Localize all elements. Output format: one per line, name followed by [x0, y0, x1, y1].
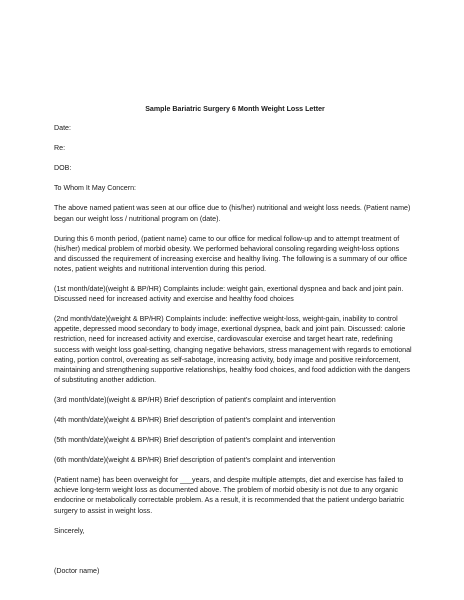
intro-paragraph	[54, 203, 416, 223]
paragraph-line: of substituting another addiction.	[54, 375, 157, 384]
summary-paragraph	[54, 234, 416, 274]
re-field: Re:	[54, 144, 66, 153]
closing: Sincerely,	[54, 526, 85, 535]
month-6-line: (6th month/date)(weight & BP/HR) Brief description of patient's complaint and intervention	[54, 456, 336, 465]
paragraph-line: Discussed need for increased activity and exercise and healthy food choices	[54, 295, 294, 304]
paragraph-line: success with weight loss goal-setting, changing negative behaviors, stress management with regards to emotional	[54, 345, 412, 354]
month-1-paragraph	[54, 284, 416, 304]
paragraph-line: maintaining and strengthening supportive relationships, healthy food choices, and food addiction with the dangers	[54, 365, 411, 374]
paragraph-line: (2nd month/date)(weight & BP/HR) Complaints include: ineffective weight-loss, weight-gain, inability to control	[54, 315, 398, 324]
paragraph-line: endocrine or metabolically correctable problem. As a result, it is recommended that the patient undergo bariatric	[54, 496, 405, 505]
paragraph-line: (1st month/date)(weight & BP/HR) Complaints include: weight gain, exertional dyspnea and back and joint pain.	[54, 285, 404, 294]
paragraph-line: During this 6 month period, (patient name) came to our office for medical follow-up and to attempt treatment of	[54, 234, 400, 243]
signature: (Doctor name)	[54, 566, 100, 575]
letter-body	[54, 104, 416, 586]
month-4-line: (4th month/date)(weight & BP/HR) Brief description of patient's complaint and intervention	[54, 415, 336, 424]
paragraph-line: restriction, need for increased activity and exercise, cardiovascular exercise and target heart rate, redefining	[54, 335, 393, 344]
letter-title: Sample Bariatric Surgery 6 Month Weight Loss Letter	[145, 105, 325, 113]
month-5-line: (5th month/date)(weight & BP/HR) Brief description of patient's complaint and intervention	[54, 436, 336, 445]
month-3-line: (3rd month/date)(weight & BP/HR) Brief description of patient's complaint and intervention	[54, 395, 336, 404]
conclusion-paragraph	[54, 475, 416, 515]
paragraph-line: (Patient name) has been overweight for ___years, and despite multiple attempts, diet and exercise has failed to	[54, 476, 404, 485]
paragraph-line: eating, portion control, overeating as self-sabotage, increasing activity, body image and positive reinforcement,	[54, 355, 401, 364]
month-2-paragraph	[54, 314, 416, 385]
paragraph-line: achieve long-term weight loss as documented above. The problem of morbid obesity is not due to any organic	[54, 486, 399, 495]
paragraph-line: surgery to assist in weight loss.	[54, 506, 153, 515]
paragraph-line: notes, patient weights and nutritional intervention during this period.	[54, 264, 267, 273]
dob-field: DOB:	[54, 164, 72, 173]
paragraph-line: and discussed the requirement of increasing exercise and healthy living. The following is a summary of our office	[54, 254, 408, 263]
paragraph-line: The above named patient was seen at our office due to (his/her) nutritional and weight loss needs. (Patient name)	[54, 204, 411, 213]
paragraph-line: began our weight loss / nutritional program on (date).	[54, 214, 221, 223]
paragraph-line: (his/her) medical problem of morbid obesity. We performed behavioral consoling regarding weight-loss options	[54, 244, 400, 253]
salutation: To Whom It May Concern:	[54, 184, 136, 193]
paragraph-line: appetite, depressed mood secondary to body image, exertional dyspnea, back and joint pain. Discussed: calorie	[54, 325, 406, 334]
date-field: Date:	[54, 124, 71, 133]
